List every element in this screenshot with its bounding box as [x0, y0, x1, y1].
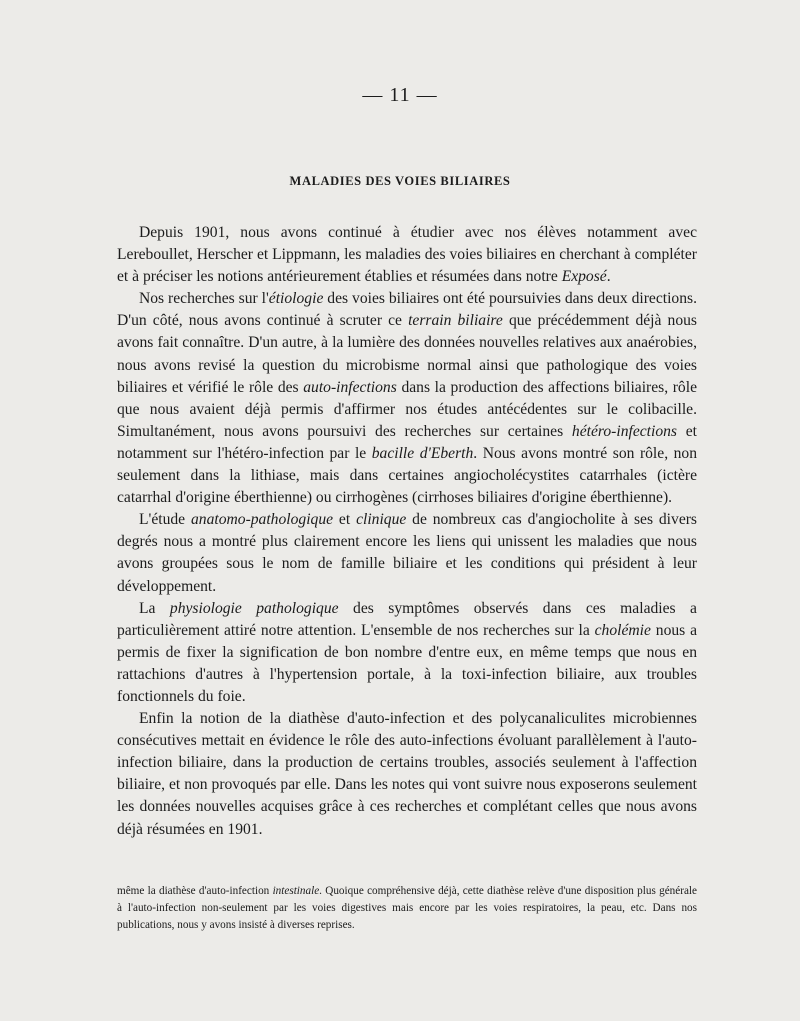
text-run: La	[139, 599, 170, 617]
italic-run: bacille d'Eberth	[371, 444, 474, 462]
italic-run: étiologie	[268, 290, 324, 308]
text-run: des symptômes observés dans ces maladies a particulièrement attiré notre attention. L'ensemble de nos recherches sur la	[117, 599, 697, 639]
text-run: Nos recherches sur l'	[139, 290, 269, 308]
body-text	[117, 222, 697, 841]
italic-run: Exposé	[561, 268, 607, 286]
italic-run: intestinale	[272, 885, 320, 897]
italic-run: clinique	[356, 511, 407, 529]
italic-run: anatomo-pathologique	[190, 511, 334, 529]
italic-run: cholémie	[594, 621, 651, 639]
text-run: que précédemment déjà nous avons fait connaître. D'un autre, à la lumière des données nouvelles relatives aux anaérobies, nous avons revisé la question du microbisme normal ainsi que pathologique des voies biliaires et vérifié le rôle des	[117, 312, 697, 396]
text-run: même la diathèse d'auto-infection	[117, 885, 273, 897]
text-run: et notamment sur l'hétéro-infection par le	[117, 422, 697, 462]
italic-run: auto-infections	[303, 378, 397, 396]
italic-run: hétéro-infections	[571, 422, 677, 440]
paragraph	[117, 509, 697, 597]
paragraph	[117, 598, 697, 708]
page-number: — 11 —	[362, 84, 438, 106]
paragraph	[117, 708, 697, 841]
text-run: .	[606, 268, 611, 286]
text-run: . Nous avons montré son rôle, non seulement dans la lithiase, mais dans certaines angiocholécystites catarrhales (ictère catarrhal d'origine éberthienne) ou cirrhogènes (cirrhoses biliaires d'origine éberthienne).	[117, 444, 698, 507]
italic-run: physiologie pathologique	[169, 599, 339, 617]
footnote	[117, 883, 697, 934]
text-run: des voies biliaires ont été poursuivies dans deux directions. D'un côté, nous avons continué à scruter ce	[117, 290, 697, 330]
italic-run: terrain biliaire	[408, 312, 503, 330]
section-title: MALADIES DES VOIES BILIAIRES	[289, 174, 511, 188]
paragraph	[117, 222, 697, 288]
text-run: nous a permis de fixer la signification de bon nombre d'entre eux, en même temps que nous en rattachions d'autres à l'hypertension portale, à la toxi-infection biliaire, aux troubles fonctionnels du foie.	[117, 621, 697, 705]
text-run: de nombreux cas d'angiocholite à ses divers degrés nous a montré plus clairement encore les liens qui unissent les maladies que nous avons groupées sous le nom de famille biliaire et les conditions qui président à leur développement.	[117, 511, 697, 595]
text-run: Depuis 1901, nous avons continué à étudier avec nos élèves notamment avec Lereboullet, Herscher et Lippmann, les maladies des voies biliaires en cherchant à compléter et à préciser les notions antérieurement établies et résumées dans notre	[117, 224, 697, 286]
text-run: et	[333, 511, 357, 529]
text-run: Enfin la notion de la diathèse d'auto-infection et des polycanaliculites microbiennes consécutives mettait en évidence le rôle des auto-infections évoluant parallèlement à l'auto-infection biliaire, dans la production de certains troubles, associés seulement à l'affection biliaire, et non provoqués par elle. Dans les notes qui vont suivre nous exposerons seulement les données nouvelles acquises grâce à ces recherches et complétant celles que nous avons déjà résumées en 1901.	[117, 710, 697, 838]
paragraph	[117, 288, 697, 509]
text-run: L'étude	[139, 511, 191, 529]
text-run: dans la production des affections biliaires, rôle que nous avaient déjà permis d'affirmer nos études antécédentes sur le colibacille. Simultanément, nous avons poursuivi des recherches sur certaines	[117, 378, 697, 440]
text-run: . Quoique compréhensive déjà, cette diathèse relève d'une disposition plus générale à l'auto-infection non-seulement par les voies digestives mais encore par les voies respiratoires, la peau, etc. Dans nos publications, nous y avons insisté à diverses reprises.	[117, 885, 697, 931]
